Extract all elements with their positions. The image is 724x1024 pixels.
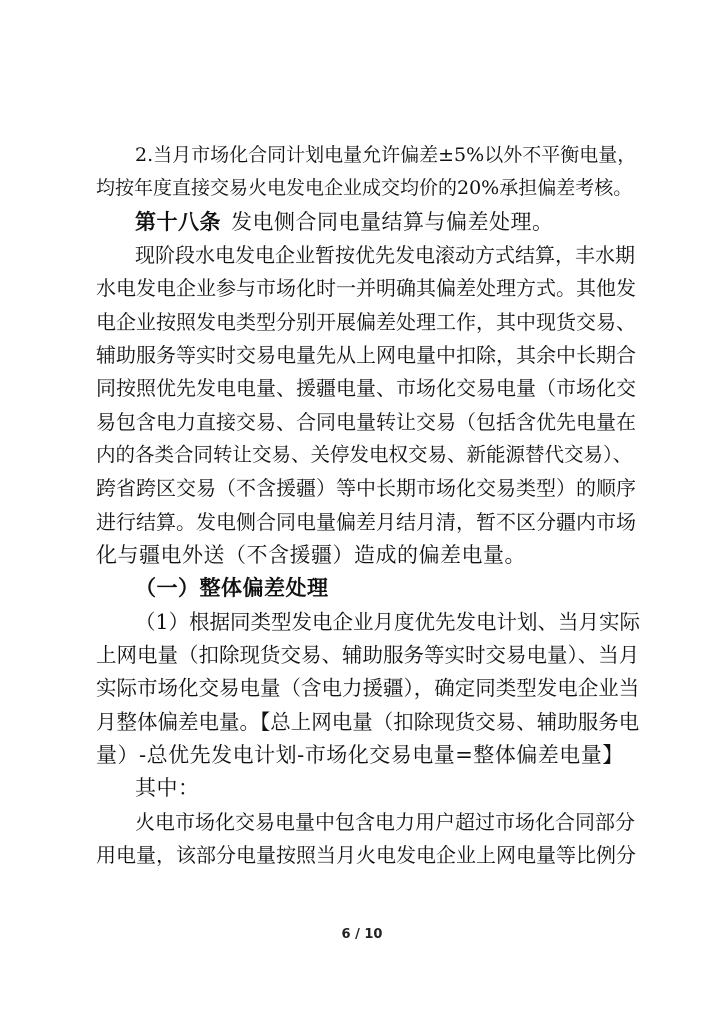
paragraph-line: 易包含电力直接交易、合同电量转让交易（包括含优先电量在 xyxy=(96,410,636,434)
paragraph-line: 月整体偏差电量。【总上网电量（扣除现货交易、辅助服务电 xyxy=(96,710,640,734)
paragraph-line: （1）根据同类型发电企业月度优先发电计划、当月实际 xyxy=(135,610,641,634)
paragraph-line: 现阶段水电发电企业暂按优先发电滚动方式结算，丰水期 xyxy=(135,243,635,267)
paragraph-line: 均按年度直接交易火电发电企业成交均价的20%承担偏差考核。 xyxy=(96,177,633,199)
paragraph-line: 2.当月市场化合同计划电量允许偏差±5%以外不平衡电量， xyxy=(135,144,637,166)
page-number: 6 / 10 xyxy=(341,927,383,942)
section-heading: （一）整体偏差处理 xyxy=(135,575,329,600)
paragraph-line: 同按照优先发电电量、援疆电量、市场化交易电量（市场化交 xyxy=(96,376,636,400)
paragraph-line: 上网电量（扣除现货交易、辅助服务等实时交易电量）、当月 xyxy=(96,643,640,667)
paragraph-line: 化与疆电外送（不含援疆）造成的偏差电量。 xyxy=(96,543,526,567)
paragraph-line: 水电发电企业参与市场化时一并明确其偏差处理方式。其他发 xyxy=(96,276,636,300)
paragraph-line: 辅助服务等实时交易电量先从上网电量中扣除，其余中长期合 xyxy=(96,343,636,367)
paragraph-line: 实际市场化交易电量（含电力援疆），确定同类型发电企业当 xyxy=(96,676,640,700)
article-heading: 第十八条 xyxy=(135,209,221,234)
article-title: 发电侧合同电量结算与偏差处理。 xyxy=(231,210,554,234)
paragraph-line: 进行结算。发电侧合同电量偏差月结月清，暂不区分疆内市场 xyxy=(96,510,636,534)
paragraph-line: 量）-总优先发电计划-市场化交易电量=整体偏差电量】 xyxy=(96,743,624,767)
paragraph-line: 用电量，该部分电量按照当月火电发电企业上网电量等比例分 xyxy=(96,843,636,867)
paragraph-line: 跨省跨区交易（不含援疆）等中长期市场化交易类型）的顺序 xyxy=(96,476,636,500)
paragraph-line: 内的各类合同转让交易、关停发电权交易、新能源替代交易）、 xyxy=(96,443,633,466)
paragraph-line: 火电市场化交易电量中包含电力用户超过市场化合同部分 xyxy=(135,810,635,834)
paragraph-line: 其中： xyxy=(135,776,200,800)
paragraph-line: 电企业按照发电类型分别开展偏差处理工作，其中现货交易、 xyxy=(96,310,636,334)
